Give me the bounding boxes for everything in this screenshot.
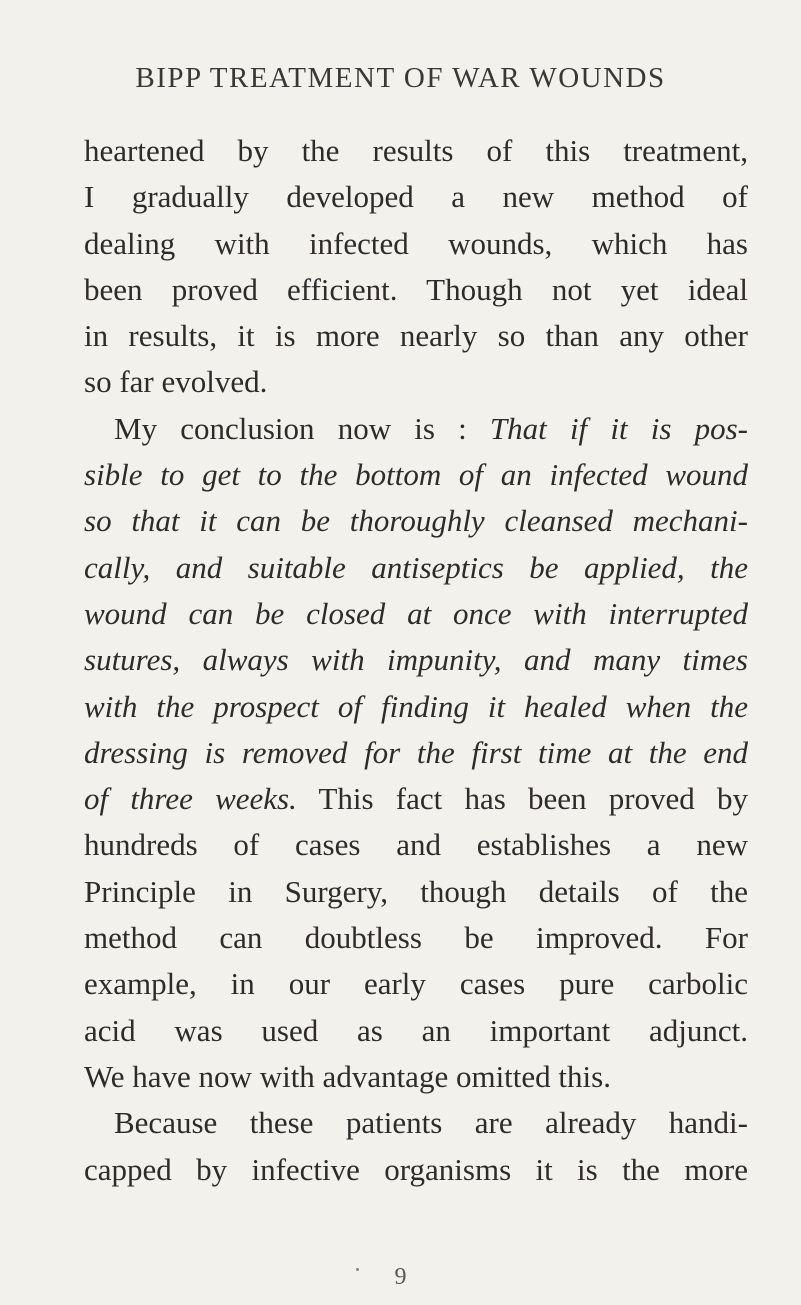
text-line: example, in our early cases pure carbolic: [84, 966, 748, 1002]
italic-run: That if it is pos-: [489, 410, 748, 446]
text-line: dealing with infected wounds, which has: [84, 225, 748, 261]
italic-line: so that it can be thoroughly cleansed mechani-: [84, 503, 748, 539]
print-speck: [356, 1268, 359, 1271]
text-line: acid was used as an important adjunct.: [84, 1012, 748, 1048]
italic-line: sutures, always with impunity, and many times: [84, 642, 748, 678]
text-line: Principle in Surgery, though details of the: [84, 873, 748, 909]
text-line: [84, 776, 748, 822]
italic-line: cally, and suitable antiseptics be applied, the: [84, 549, 748, 585]
text-run: This fact has been proved by: [296, 781, 748, 817]
italic-line: sible to get to the bottom of an infected wound: [84, 457, 748, 493]
text-line: hundreds of cases and establishes a new: [84, 827, 748, 863]
text-line: I gradually developed a new method of: [84, 179, 748, 215]
body-text: [84, 128, 748, 1193]
text-line: capped by infective organisms it is the more: [84, 1151, 748, 1187]
italic-line: wound can be closed at once with interrupted: [84, 595, 748, 631]
text-run: My conclusion now is :: [114, 410, 490, 446]
running-head: BIPP TREATMENT OF WAR WOUNDS: [135, 62, 666, 94]
text-line: so far evolved.: [84, 364, 268, 400]
text-line: [84, 406, 748, 452]
text-line: Because these patients are already handi-: [114, 1105, 748, 1141]
italic-line: with the prospect of finding it healed when the: [84, 688, 748, 724]
page-number: 9: [394, 1264, 407, 1290]
text-line: heartened by the results of this treatment,: [84, 133, 748, 168]
text-line: method can doubtless be improved. For: [84, 920, 748, 956]
italic-run: of three weeks.: [84, 781, 297, 817]
italic-line: dressing is removed for the first time at the end: [84, 734, 748, 770]
text-line: in results, it is more nearly so than any other: [84, 318, 748, 354]
text-line: been proved efficient. Though not yet ideal: [84, 271, 748, 307]
text-line: We have now with advantage omitted this.: [84, 1058, 611, 1094]
